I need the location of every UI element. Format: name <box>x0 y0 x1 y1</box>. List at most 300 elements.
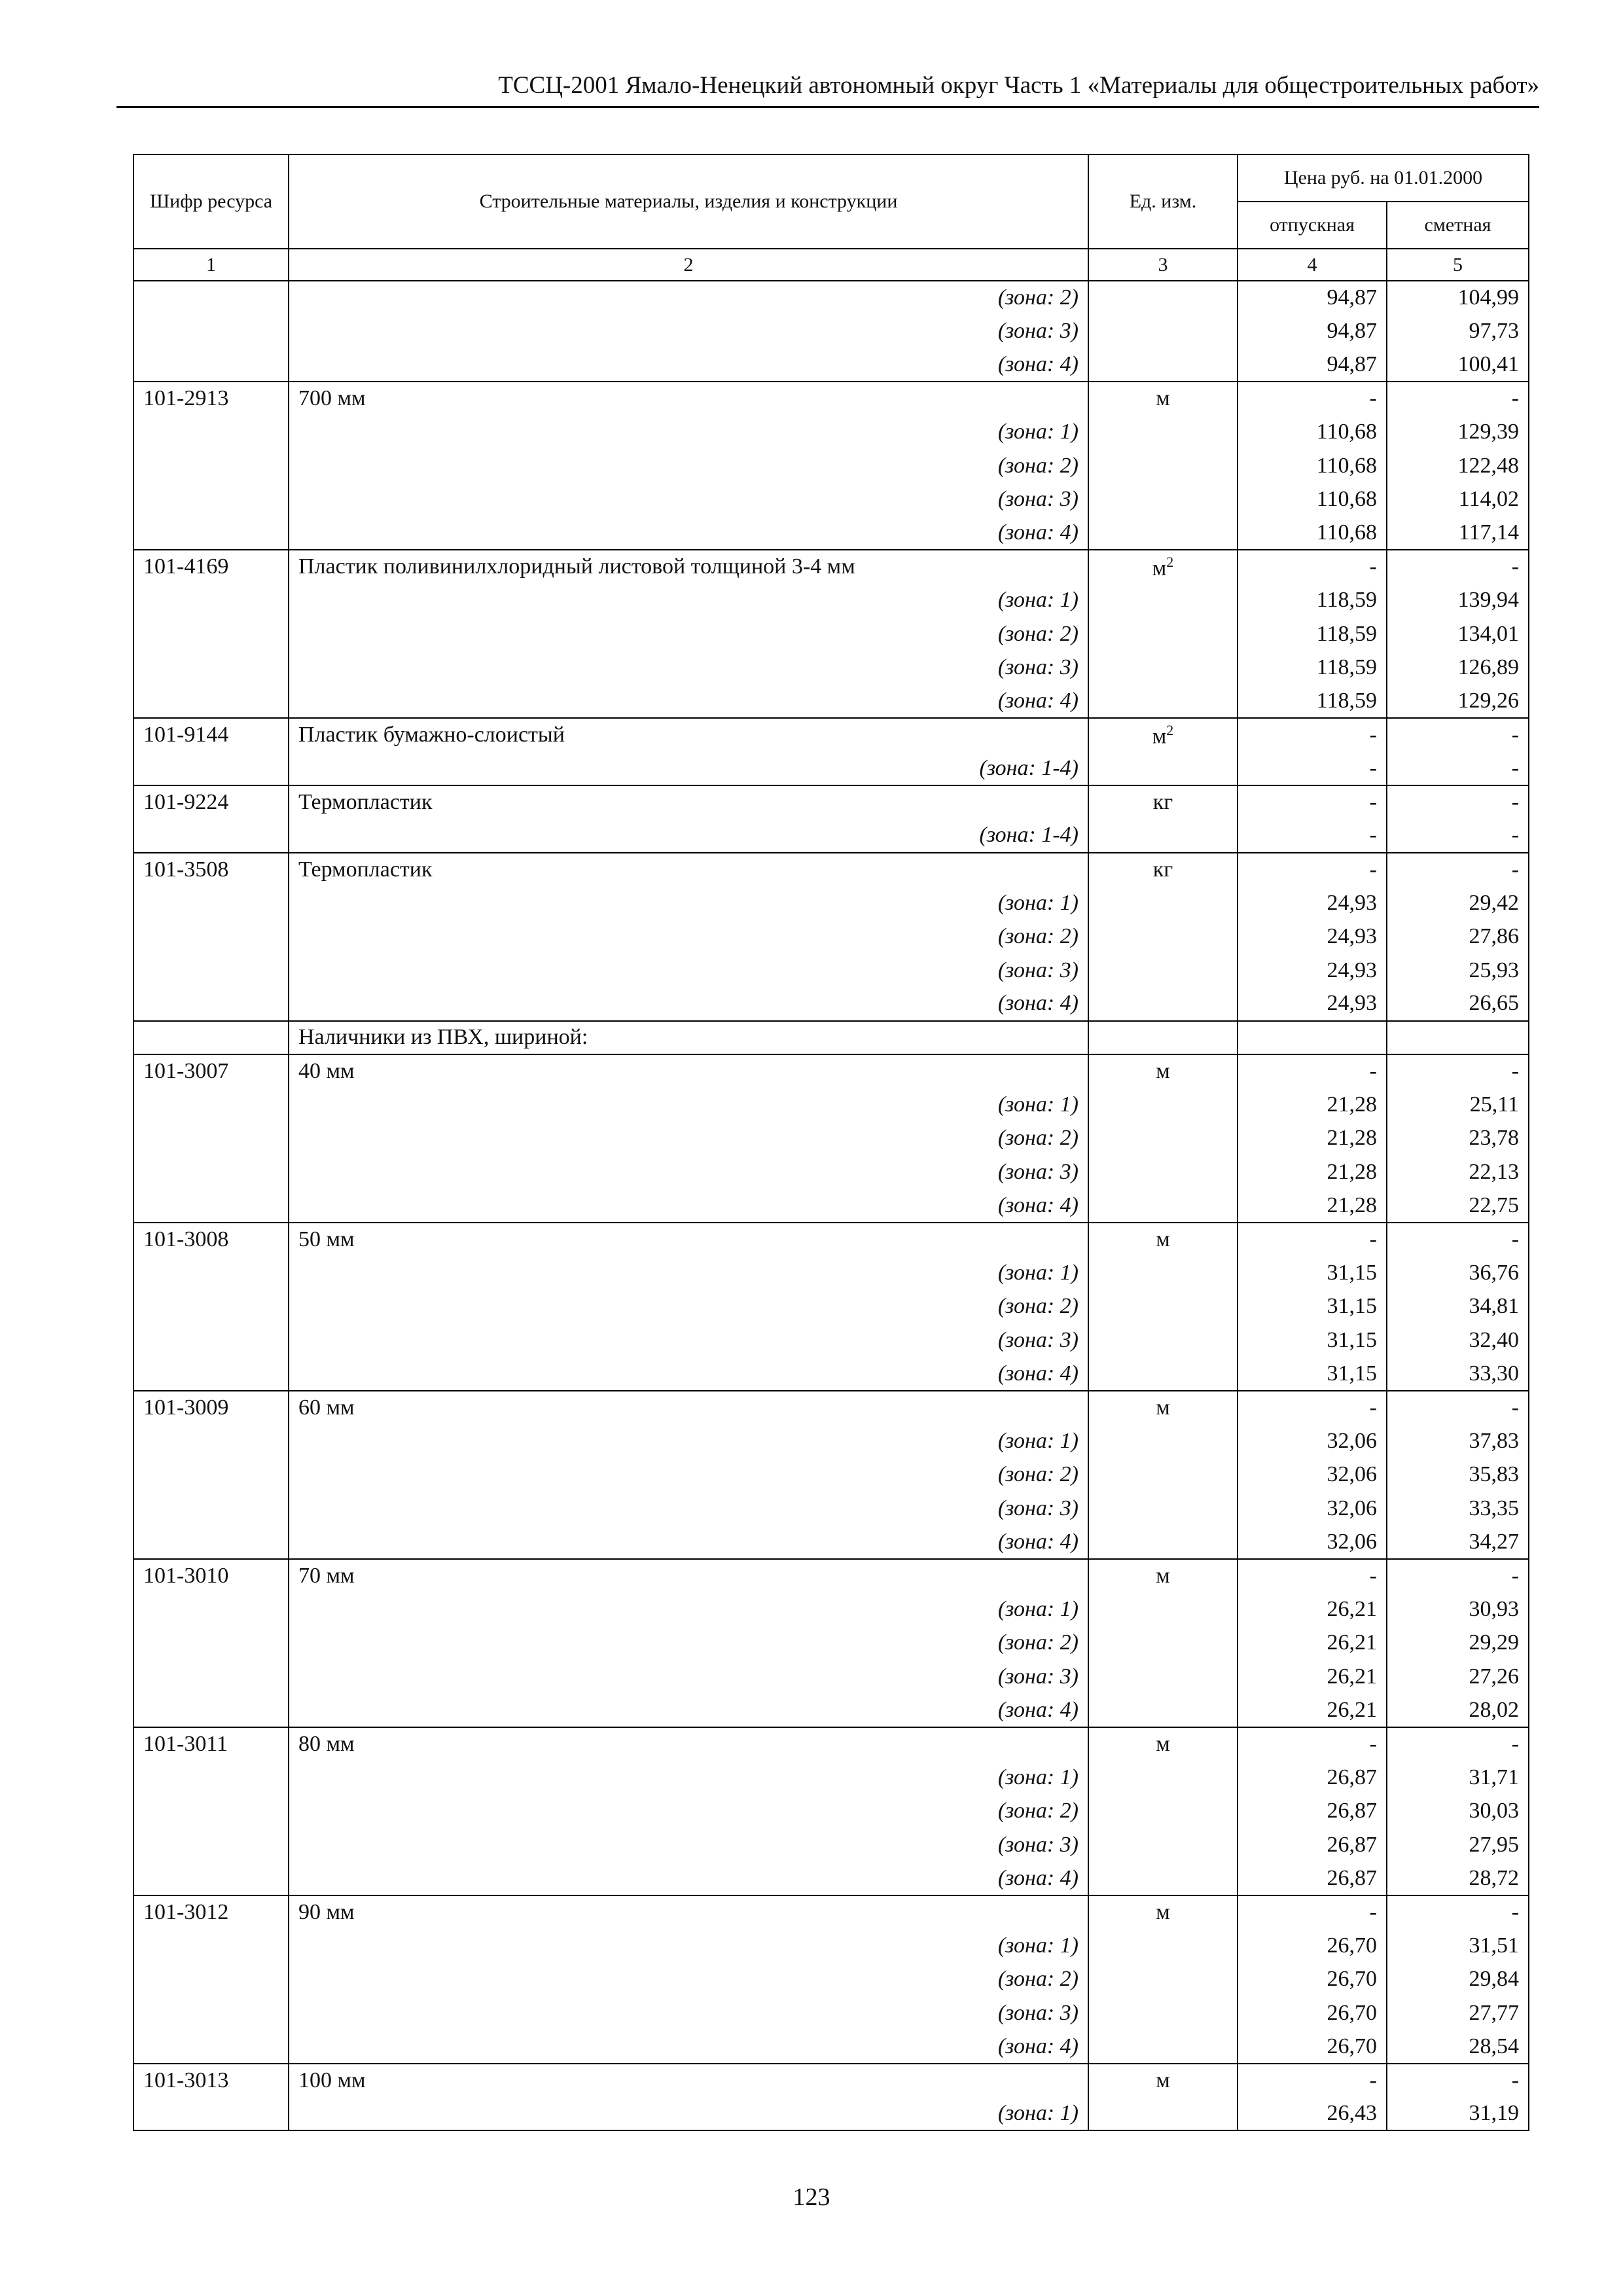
col-number: 3 <box>1088 249 1238 281</box>
running-header: ТССЦ-2001 Ямало-Ненецкий автономный округ Часть 1 «Материалы для общестроительных работ» <box>116 65 1539 108</box>
release-price: 118,59 <box>1238 584 1387 617</box>
resource-code: 101-4169 <box>134 550 289 583</box>
material-name: Пластик поливинилхлоридный листовой толщиной 3-4 мм <box>289 550 1088 583</box>
table-row <box>134 1828 1529 1861</box>
release-price: - <box>1238 2064 1387 2097</box>
material-name: 40 мм <box>289 1054 1088 1088</box>
table-row <box>134 853 1529 886</box>
table-row <box>134 2097 1529 2130</box>
release-price: - <box>1238 1054 1387 1088</box>
release-price: 24,93 <box>1238 920 1387 953</box>
table-row <box>134 954 1529 987</box>
release-price: 31,15 <box>1238 1357 1387 1391</box>
estimate-price: 29,29 <box>1387 1626 1529 1660</box>
unit-cell <box>1088 1054 1238 1088</box>
unit-cell <box>1088 1727 1238 1761</box>
resource-code <box>134 1963 289 1996</box>
estimate-price <box>1387 1021 1529 1054</box>
zone-label: (зона: 3) <box>289 1323 1088 1357</box>
unit-cell <box>1088 1559 1238 1592</box>
unit-cell <box>1088 1963 1238 1996</box>
table-row <box>134 2030 1529 2063</box>
table-row <box>134 1929 1529 1962</box>
resource-code <box>134 651 289 684</box>
unit-value: кг <box>1152 857 1173 882</box>
resource-code <box>134 1424 289 1458</box>
table-row <box>134 785 1529 819</box>
resource-code <box>134 449 289 482</box>
estimate-price: 97,73 <box>1387 314 1529 348</box>
release-price: 26,70 <box>1238 1929 1387 1962</box>
resource-code <box>134 1693 289 1727</box>
unit-cell <box>1088 1592 1238 1626</box>
table-row <box>134 1223 1529 1256</box>
unit-cell <box>1088 1861 1238 1895</box>
estimate-price: 117,14 <box>1387 516 1529 550</box>
zone-label: (зона: 3) <box>289 1828 1088 1861</box>
unit-cell <box>1088 1223 1238 1256</box>
resource-code: 101-3011 <box>134 1727 289 1761</box>
resource-code <box>134 348 289 382</box>
estimate-price: - <box>1387 819 1529 852</box>
resource-code <box>134 987 289 1020</box>
zone-label: (зона: 3) <box>289 1155 1088 1189</box>
resource-code <box>134 1929 289 1962</box>
estimate-price: 33,35 <box>1387 1492 1529 1525</box>
table-row <box>134 550 1529 583</box>
resource-code: 101-3508 <box>134 853 289 886</box>
release-price: 26,21 <box>1238 1660 1387 1693</box>
unit-value: м <box>1156 1227 1170 1252</box>
release-price: - <box>1238 819 1387 852</box>
unit-cell <box>1088 1761 1238 1794</box>
table-row <box>134 886 1529 920</box>
table-row <box>134 1189 1529 1223</box>
material-name: 60 мм <box>289 1391 1088 1424</box>
zone-label: (зона: 4) <box>289 1861 1088 1895</box>
estimate-price: 122,48 <box>1387 449 1529 482</box>
unit-cell <box>1088 1088 1238 1121</box>
zone-label: (зона: 2) <box>289 617 1088 651</box>
col-header-estimate: сметная <box>1387 202 1529 249</box>
release-price: 26,70 <box>1238 1963 1387 1996</box>
estimate-price: - <box>1387 751 1529 785</box>
resource-code <box>134 1795 289 1828</box>
estimate-price: 23,78 <box>1387 1122 1529 1155</box>
zone-label: (зона: 4) <box>289 348 1088 382</box>
zone-label: (зона: 4) <box>289 2030 1088 2063</box>
unit-cell <box>1088 1391 1238 1424</box>
estimate-price: 31,51 <box>1387 1929 1529 1962</box>
table-row <box>134 1761 1529 1794</box>
material-name: 700 мм <box>289 382 1088 415</box>
table-row <box>134 651 1529 684</box>
unit-cell <box>1088 718 1238 751</box>
zone-label: (зона: 4) <box>289 1525 1088 1558</box>
col-number: 4 <box>1238 249 1387 281</box>
table-row <box>134 1256 1529 1289</box>
unit-cell <box>1088 550 1238 583</box>
unit-cell <box>1088 617 1238 651</box>
table-row <box>134 1155 1529 1189</box>
zone-label: (зона: 2) <box>289 1963 1088 1996</box>
estimate-price: - <box>1387 1559 1529 1592</box>
resource-code: 101-3012 <box>134 1895 289 1929</box>
table-row <box>134 1861 1529 1895</box>
estimate-price: 33,30 <box>1387 1357 1529 1391</box>
resource-code <box>134 819 289 852</box>
estimate-price: 34,81 <box>1387 1290 1529 1323</box>
unit-value: м <box>1156 386 1170 411</box>
table-row <box>134 1323 1529 1357</box>
unit-superscript: 2 <box>1166 553 1174 570</box>
zone-label: (зона: 1) <box>289 1256 1088 1289</box>
table-row <box>134 314 1529 348</box>
release-price: 118,59 <box>1238 685 1387 718</box>
unit-cell <box>1088 314 1238 348</box>
release-price: 24,93 <box>1238 886 1387 920</box>
col-header-unit: Ед. изм. <box>1088 154 1238 249</box>
estimate-price: 35,83 <box>1387 1458 1529 1492</box>
table-row <box>134 281 1529 314</box>
unit-superscript: 2 <box>1166 721 1174 738</box>
table-row <box>134 1525 1529 1558</box>
resource-code <box>134 617 289 651</box>
resource-code <box>134 886 289 920</box>
unit-value: м <box>1152 555 1167 580</box>
resource-code <box>134 1021 289 1054</box>
release-price: 24,93 <box>1238 954 1387 987</box>
estimate-price: 26,65 <box>1387 987 1529 1020</box>
estimate-price: 29,42 <box>1387 886 1529 920</box>
estimate-price: - <box>1387 718 1529 751</box>
unit-cell <box>1088 1357 1238 1391</box>
table-row <box>134 1795 1529 1828</box>
zone-label: (зона: 1) <box>289 2097 1088 2130</box>
material-name: Термопластик <box>289 785 1088 819</box>
unit-value: м <box>1156 2068 1170 2092</box>
zone-label: (зона: 1) <box>289 584 1088 617</box>
zone-label: (зона: 3) <box>289 954 1088 987</box>
zone-label: (зона: 3) <box>289 314 1088 348</box>
col-number: 2 <box>289 249 1088 281</box>
release-price: 26,21 <box>1238 1592 1387 1626</box>
table-row <box>134 516 1529 550</box>
zone-label: (зона: 4) <box>289 987 1088 1020</box>
estimate-price: 27,86 <box>1387 920 1529 953</box>
unit-cell <box>1088 449 1238 482</box>
unit-cell <box>1088 685 1238 718</box>
unit-cell <box>1088 651 1238 684</box>
zone-label: (зона: 2) <box>289 1122 1088 1155</box>
release-price: 21,28 <box>1238 1122 1387 1155</box>
estimate-price: 27,95 <box>1387 1828 1529 1861</box>
resource-code: 101-3009 <box>134 1391 289 1424</box>
table-row <box>134 1391 1529 1424</box>
unit-cell <box>1088 2097 1238 2130</box>
unit-cell <box>1088 1189 1238 1223</box>
table-row <box>134 1626 1529 1660</box>
release-price: 24,93 <box>1238 987 1387 1020</box>
unit-cell <box>1088 1290 1238 1323</box>
release-price: 110,68 <box>1238 416 1387 449</box>
estimate-price: 32,40 <box>1387 1323 1529 1357</box>
resource-code <box>134 1088 289 1121</box>
zone-label: (зона: 4) <box>289 1693 1088 1727</box>
release-price: - <box>1238 1559 1387 1592</box>
resource-code <box>134 482 289 516</box>
resource-code <box>134 920 289 953</box>
table-row <box>134 1424 1529 1458</box>
release-price: 31,15 <box>1238 1290 1387 1323</box>
resource-code <box>134 1996 289 2030</box>
table-row <box>134 416 1529 449</box>
resource-code <box>134 1290 289 1323</box>
unit-cell <box>1088 482 1238 516</box>
unit-cell <box>1088 1021 1238 1054</box>
unit-value: м <box>1156 1564 1170 1588</box>
col-header-code: Шифр ресурса <box>134 154 289 249</box>
zone-label: (зона: 4) <box>289 685 1088 718</box>
resource-code <box>134 685 289 718</box>
zone-label: (зона: 2) <box>289 449 1088 482</box>
resource-code: 101-9144 <box>134 718 289 751</box>
resource-code: 101-3007 <box>134 1054 289 1088</box>
zone-label: (зона: 1) <box>289 1088 1088 1121</box>
col-number: 1 <box>134 249 289 281</box>
zone-label: (зона: 1) <box>289 886 1088 920</box>
zone-label: (зона: 1) <box>289 1761 1088 1794</box>
release-price: 110,68 <box>1238 516 1387 550</box>
zone-label: (зона: 1) <box>289 1424 1088 1458</box>
unit-cell <box>1088 853 1238 886</box>
release-price: 26,87 <box>1238 1828 1387 1861</box>
release-price: - <box>1238 853 1387 886</box>
resource-code <box>134 2030 289 2063</box>
resource-code <box>134 416 289 449</box>
material-name: Термопластик <box>289 853 1088 886</box>
release-price <box>1238 1021 1387 1054</box>
col-header-price-group: Цена руб. на 01.01.2000 <box>1238 154 1529 202</box>
table-row <box>134 348 1529 382</box>
resource-code: 101-3008 <box>134 1223 289 1256</box>
release-price: - <box>1238 718 1387 751</box>
release-price: 31,15 <box>1238 1323 1387 1357</box>
unit-cell <box>1088 516 1238 550</box>
zone-label: (зона: 2) <box>289 1626 1088 1660</box>
unit-cell <box>1088 1929 1238 1962</box>
table-row <box>134 449 1529 482</box>
table-row <box>134 1963 1529 1996</box>
col-header-release: отпускная <box>1238 202 1387 249</box>
resource-code <box>134 1492 289 1525</box>
resource-code <box>134 1525 289 1558</box>
col-header-name: Строительные материалы, изделия и конструкции <box>289 154 1088 249</box>
unit-cell <box>1088 1492 1238 1525</box>
zone-label: (зона: 2) <box>289 1795 1088 1828</box>
estimate-price: - <box>1387 382 1529 415</box>
release-price: 94,87 <box>1238 314 1387 348</box>
release-price: - <box>1238 1727 1387 1761</box>
table-row <box>134 1021 1529 1054</box>
zone-label: (зона: 4) <box>289 516 1088 550</box>
table-row <box>134 1054 1529 1088</box>
table-row <box>134 1660 1529 1693</box>
table-row <box>134 1559 1529 1592</box>
estimate-price: - <box>1387 1223 1529 1256</box>
unit-cell <box>1088 1895 1238 1929</box>
zone-label: (зона: 1) <box>289 1929 1088 1962</box>
estimate-price: 27,26 <box>1387 1660 1529 1693</box>
zone-label: (зона: 4) <box>289 1357 1088 1391</box>
table-row <box>134 1592 1529 1626</box>
table-row <box>134 2064 1529 2097</box>
unit-cell <box>1088 1795 1238 1828</box>
estimate-price: 134,01 <box>1387 617 1529 651</box>
unit-value: м <box>1156 1899 1170 1924</box>
table-row <box>134 584 1529 617</box>
unit-cell <box>1088 382 1238 415</box>
release-price: 110,68 <box>1238 449 1387 482</box>
unit-value: м <box>1152 723 1167 748</box>
unit-cell <box>1088 819 1238 852</box>
estimate-price: - <box>1387 1054 1529 1088</box>
table-body <box>134 281 1529 2130</box>
resource-code <box>134 1828 289 1861</box>
release-price: 26,87 <box>1238 1861 1387 1895</box>
table-row <box>134 1357 1529 1391</box>
resource-code <box>134 1155 289 1189</box>
unit-cell <box>1088 348 1238 382</box>
release-price: 26,70 <box>1238 1996 1387 2030</box>
unit-cell <box>1088 1626 1238 1660</box>
estimate-price: 100,41 <box>1387 348 1529 382</box>
unit-cell <box>1088 785 1238 819</box>
unit-cell <box>1088 281 1238 314</box>
unit-cell <box>1088 920 1238 953</box>
estimate-price: - <box>1387 2064 1529 2097</box>
unit-cell <box>1088 1996 1238 2030</box>
table-row <box>134 482 1529 516</box>
col-number: 5 <box>1387 249 1529 281</box>
release-price: 32,06 <box>1238 1424 1387 1458</box>
table-row <box>134 1458 1529 1492</box>
unit-cell <box>1088 1122 1238 1155</box>
unit-cell <box>1088 886 1238 920</box>
release-price: - <box>1238 1391 1387 1424</box>
material-name: 70 мм <box>289 1559 1088 1592</box>
release-price: 32,06 <box>1238 1492 1387 1525</box>
zone-label: (зона: 2) <box>289 1290 1088 1323</box>
resource-code <box>134 1189 289 1223</box>
unit-cell <box>1088 954 1238 987</box>
resource-code <box>134 1458 289 1492</box>
estimate-price: 30,03 <box>1387 1795 1529 1828</box>
resource-code <box>134 1861 289 1895</box>
material-name: 90 мм <box>289 1895 1088 1929</box>
release-price: 21,28 <box>1238 1088 1387 1121</box>
release-price: 32,06 <box>1238 1525 1387 1558</box>
unit-cell <box>1088 1828 1238 1861</box>
table-row <box>134 382 1529 415</box>
estimate-price: - <box>1387 853 1529 886</box>
unit-value: кг <box>1152 790 1173 815</box>
table-row <box>134 819 1529 852</box>
zone-label: (зона: 3) <box>289 1996 1088 2030</box>
estimate-price: 30,93 <box>1387 1592 1529 1626</box>
unit-value: м <box>1156 1731 1170 1756</box>
table-row <box>134 718 1529 751</box>
release-price: 94,87 <box>1238 348 1387 382</box>
unit-cell <box>1088 584 1238 617</box>
resource-code: 101-3010 <box>134 1559 289 1592</box>
unit-cell <box>1088 1155 1238 1189</box>
estimate-price: - <box>1387 1727 1529 1761</box>
estimate-price: 28,72 <box>1387 1861 1529 1895</box>
resource-code <box>134 2097 289 2130</box>
estimate-price: - <box>1387 1391 1529 1424</box>
release-price: 31,15 <box>1238 1256 1387 1289</box>
estimate-price: 129,39 <box>1387 416 1529 449</box>
release-price: 26,87 <box>1238 1761 1387 1794</box>
estimate-price: 31,19 <box>1387 2097 1529 2130</box>
release-price: 26,87 <box>1238 1795 1387 1828</box>
material-name: Наличники из ПВХ, шириной: <box>289 1021 1088 1054</box>
release-price: 118,59 <box>1238 651 1387 684</box>
material-name: Пластик бумажно-слоистый <box>289 718 1088 751</box>
unit-cell <box>1088 1525 1238 1558</box>
release-price: 21,28 <box>1238 1189 1387 1223</box>
table-row <box>134 1088 1529 1121</box>
estimate-price: 139,94 <box>1387 584 1529 617</box>
zone-label: (зона: 3) <box>289 1660 1088 1693</box>
resource-code <box>134 1592 289 1626</box>
unit-cell <box>1088 1256 1238 1289</box>
resource-code <box>134 954 289 987</box>
estimate-price: 27,77 <box>1387 1996 1529 2030</box>
release-price: 110,68 <box>1238 482 1387 516</box>
table-row <box>134 1895 1529 1929</box>
material-name: 50 мм <box>289 1223 1088 1256</box>
zone-label: (зона: 3) <box>289 482 1088 516</box>
zone-label: (зона: 4) <box>289 1189 1088 1223</box>
resource-code <box>134 1626 289 1660</box>
table-row <box>134 751 1529 785</box>
table-row <box>134 1290 1529 1323</box>
unit-cell <box>1088 1458 1238 1492</box>
estimate-price: 36,76 <box>1387 1256 1529 1289</box>
zone-label: (зона: 1-4) <box>289 819 1088 852</box>
estimate-price: 104,99 <box>1387 281 1529 314</box>
resource-code <box>134 751 289 785</box>
release-price: - <box>1238 785 1387 819</box>
release-price: 32,06 <box>1238 1458 1387 1492</box>
estimate-price: 25,93 <box>1387 954 1529 987</box>
unit-cell <box>1088 1693 1238 1727</box>
release-price: 118,59 <box>1238 617 1387 651</box>
release-price: 26,43 <box>1238 2097 1387 2130</box>
release-price: 21,28 <box>1238 1155 1387 1189</box>
table-row <box>134 987 1529 1020</box>
estimate-price: 28,54 <box>1387 2030 1529 2063</box>
resource-code: 101-9224 <box>134 785 289 819</box>
estimate-price: 114,02 <box>1387 482 1529 516</box>
estimate-price: - <box>1387 550 1529 583</box>
resource-code <box>134 584 289 617</box>
unit-cell <box>1088 1323 1238 1357</box>
unit-value: м <box>1156 1395 1170 1420</box>
estimate-price: 34,27 <box>1387 1525 1529 1558</box>
